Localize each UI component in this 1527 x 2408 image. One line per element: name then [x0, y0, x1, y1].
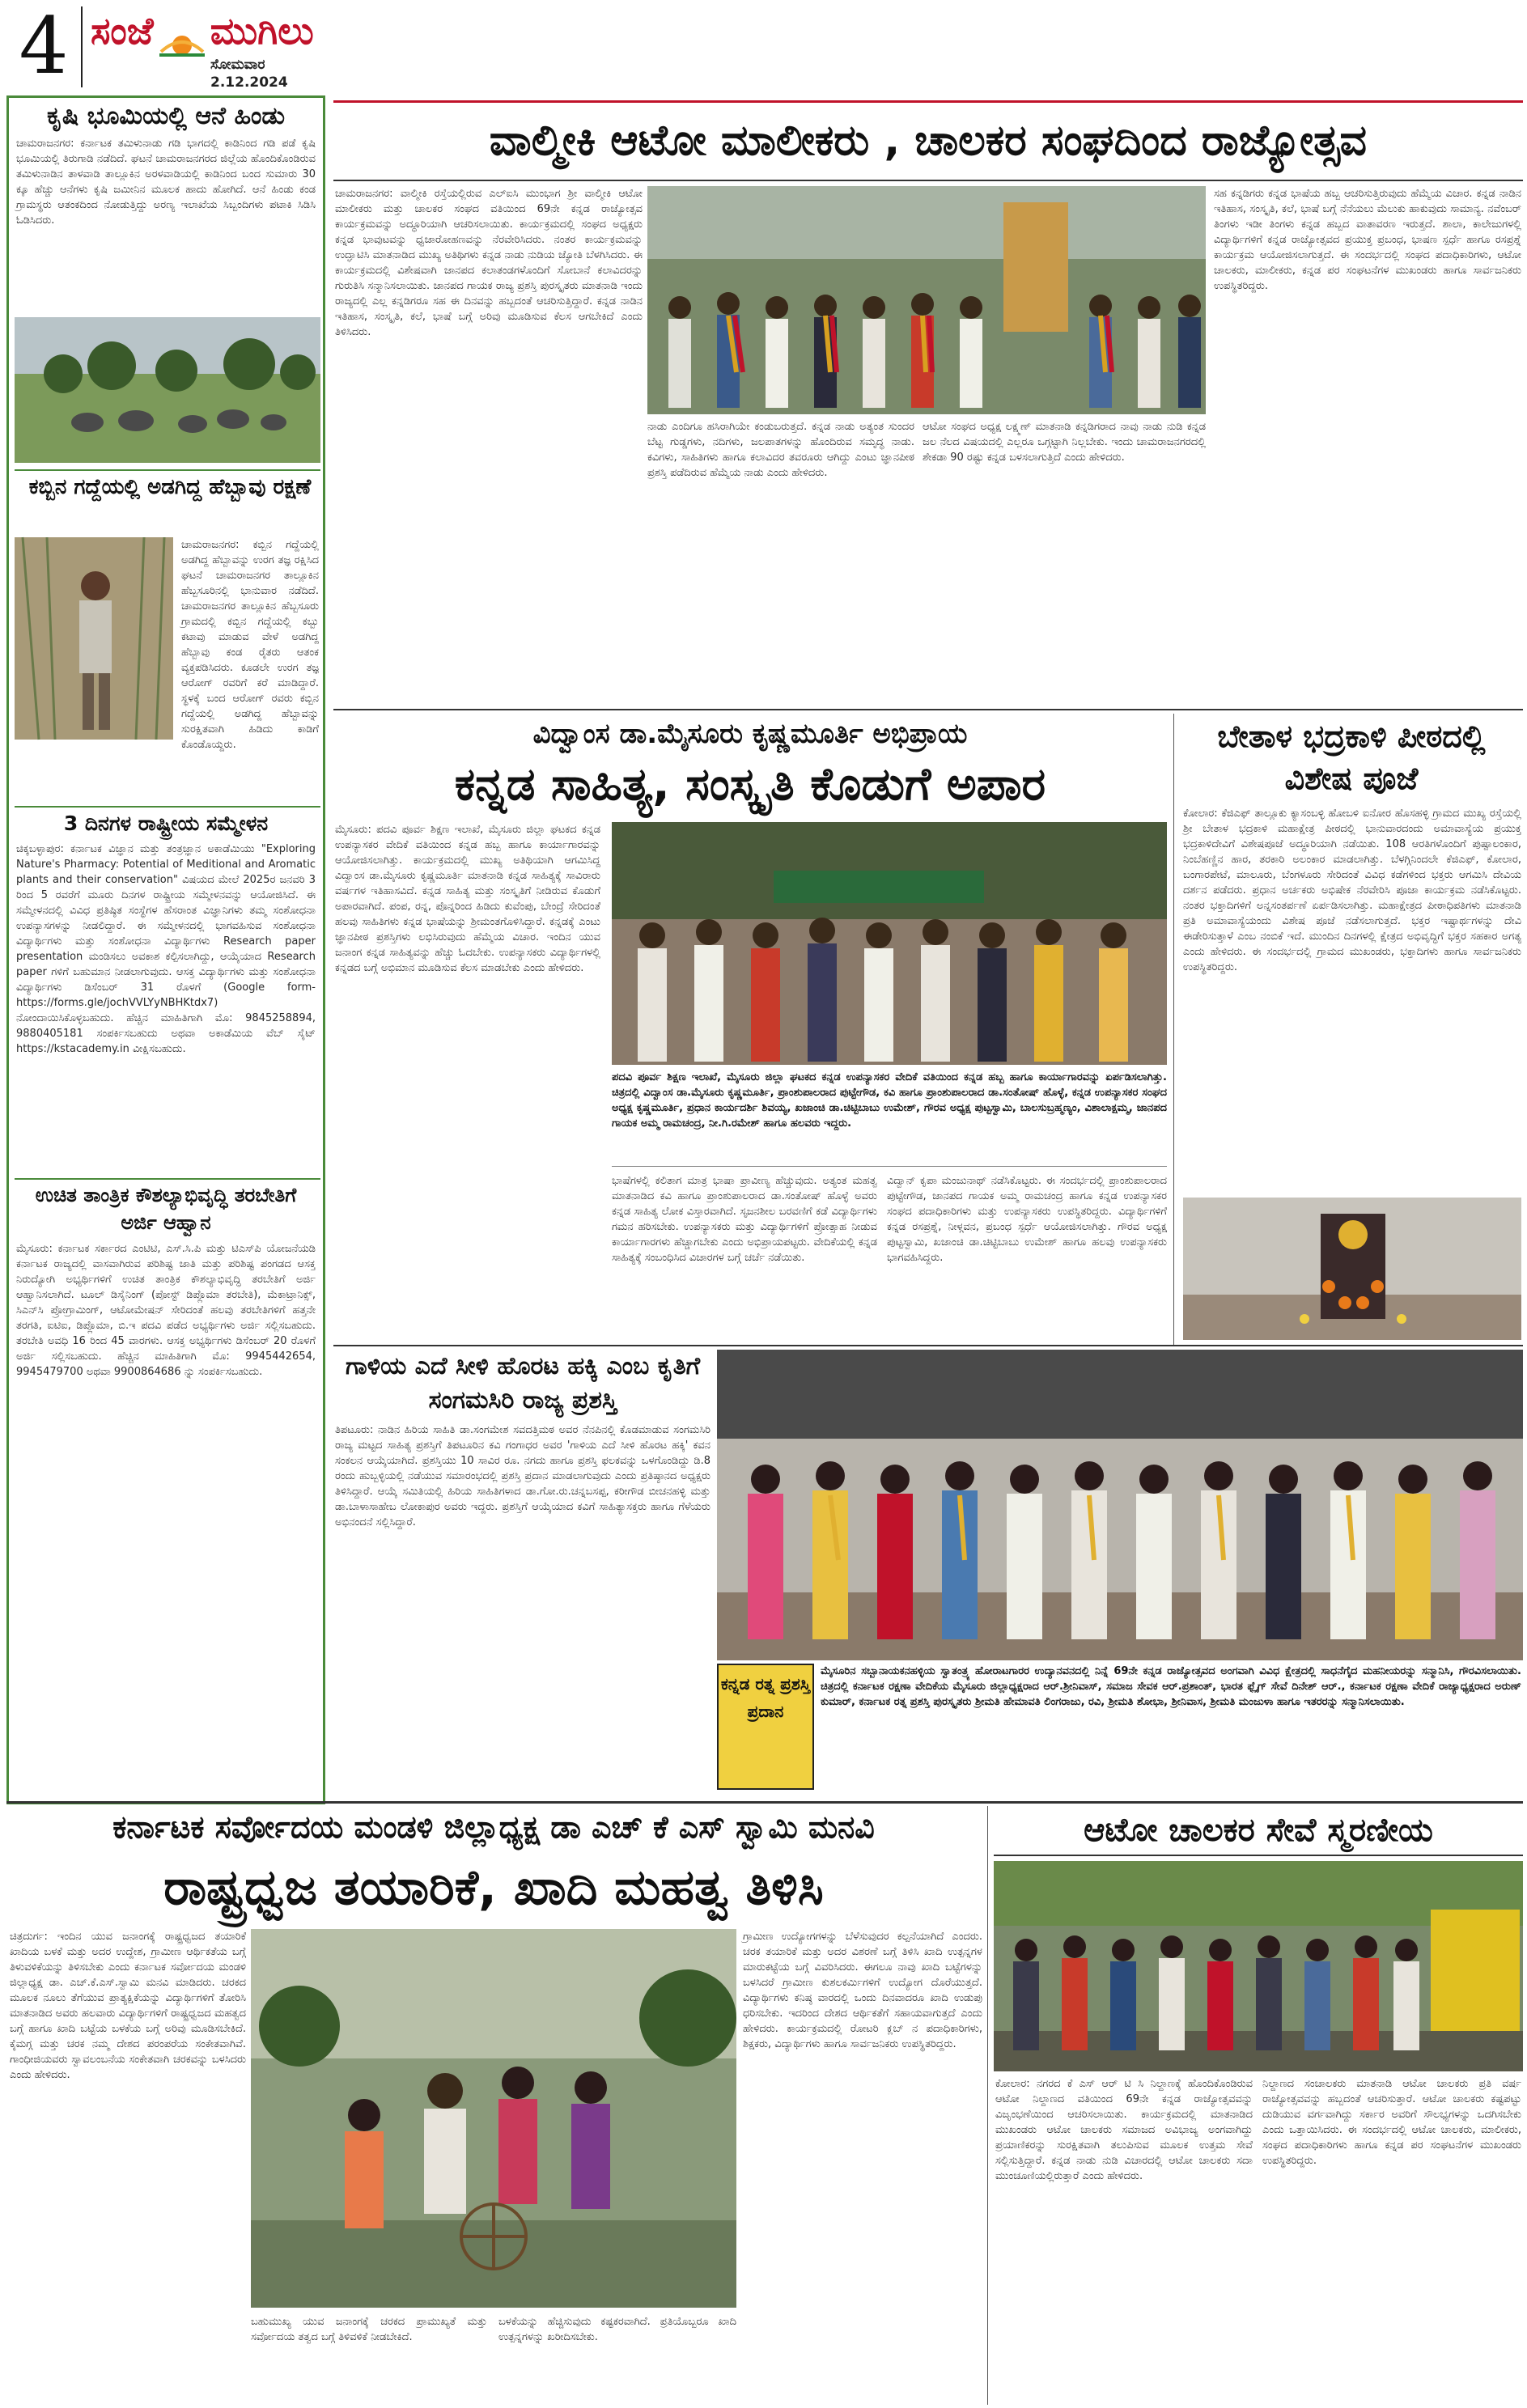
second-story-caption: ಪದವಿ ಪೂರ್ವ ಶಿಕ್ಷಣ ಇಲಾಖೆ, ಮೈಸೂರು ಜಿಲ್ಲಾ ಘಟಕದ ಕನ್ನಡ ಉಪನ್ಯಾಸಕರ ವೇದಿಕೆ ವತಿಯಿಂದ ಕನ್ನಡ ಹಬ್ಬ ಹಾಗೂ ಕಾರ್ಯಾಗಾರವನ್ನು ಏರ್ಪಡಿಸಲಾಗಿತ್ತು. ಚಿತ್ರದಲ್ಲಿ ವಿದ್ವಾಂಸ ಡಾ.ಮೈಸೂರು ಕೃಷ್ಣಮೂರ್ತಿ, ಪ್ರಾಂಶುಪಾಲರಾದ ಪುಟ್ಟೇಗೌಡ, ಕವಿ ಹಾಗೂ ಪ್ರಾಂಶುಪಾಲರಾದ ಡಾ.ಸಂತೋಷ್ ಹೊಳ್ಳೆ, ಕನ್ನಡ ಉಪನ್ಯಾಸಕರ ಸಂಘದ ಅಧ್ಯಕ್ಷ ಕೃಷ್ಣಮೂರ್ತಿ, ಪ್ರಧಾನ ಕಾರ್ಯದರ್ಶಿ ಶಿವಯ್ಯ, ಖಜಾಂಚಿ ಡಾ.ಚಿಟ್ಟಿಬಾಬು ಉಮೇಶ್, ಗೌರವ ಅಧ್ಯಕ್ಷ ಪುಟ್ಟಸ್ವಾಮಿ, ಬಾಲಸುಬ್ರಹ್ಮಣ್ಯಂ, ವಿಶಾಲಾಕ್ಷಮ್ಮ, ಜಾನಪದ ಗಾಯಕ ಅಮ್ಮ ರಾಮಚಂದ್ರ, ನೀ.ಗಿ.ರಮೇಶ್ ಹಾಗೂ ಹಲವರು ಇದ್ದರು. [612, 1070, 1167, 1167]
bottom-left-col1: ಚಿತ್ರದುರ್ಗ: ಇಂದಿನ ಯುವ ಜನಾಂಗಕ್ಕೆ ರಾಷ್ಟ್ರಧ್ವಜದ ತಯಾರಿಕೆ ಖಾದಿಯ ಬಳಕೆ ಮತ್ತು ಅದರ ಉದ್ದೇಶ, ಗ್ರಾಮೀಣ ಆರ್ಥಿಕತೆಯ ಬಗ್ಗೆ ತಿಳುವಳಿಕೆಯನ್ನು ತಿಳಿಸಬೇಕು ಎಂದು ಕರ್ನಾಟಕ ಸರ್ವೋದಯ ಮಂಡಳಿ ಜಿಲ್ಲಾಧ್ಯಕ್ಷ ಡಾ. ಎಚ್.ಕೆ.ಎಸ್.ಸ್ವಾಮಿ ಮನವಿ ಮಾಡಿದರು. ಚರಕದ ಮೂಲಕ ನೂಲು ತೆಗೆಯುವ ಪ್ರಾತ್ಯಕ್ಷಿಕೆಯನ್ನು ವಿದ್ಯಾರ್ಥಿಗಳಿಗೆ ತೋರಿಸಿ ಮಾತನಾಡಿದ ಅವರು ಹಲವಾರು ವಿದ್ಯಾರ್ಥಿಗಳಿಗೆ ರಾಷ್ಟ್ರಧ್ವಜದ ಮಹತ್ವದ ಬಗ್ಗೆ ಹಾಗೂ ಖಾದಿ ಬಟ್ಟೆಯ ಬಳಕೆಯ ಬಗ್ಗೆ ಅರಿವು ಮೂಡಿಸಬೇಕಿದೆ. ಕೈಮಗ್ಗ ಮತ್ತು ಚರಕ ನಮ್ಮ ದೇಶದ ಪರಂಪರೆಯ ಸಂಕೇತವಾಗಿವೆ. ಗಾಂಧೀಜಿಯವರು ಸ್ವಾವಲಂಬನೆಯ ಸಂಕೇತವಾಗಿ ಚರಕವನ್ನು ಬಳಸಿದರು ಎಂದು ಹೇಳಿದರು. [10, 1931, 246, 2081]
third-story-body: ತಿಪಟೂರು: ನಾಡಿನ ಹಿರಿಯ ಸಾಹಿತಿ ಡಾ.ಸಂಗಮೇಶ ಸವದತ್ತಿಮಠ ಅವರ ನೆನಪಿನಲ್ಲಿ ಕೊಡಮಾಡುವ ಸಂಗಮಸಿರಿ ರಾಜ್ಯ ಮಟ್ಟದ ಸಾಹಿತ್ಯ ಪ್ರಶಸ್ತಿಗೆ ತಿಪಟೂರಿನ ಕವಿ ಗಂಗಾಧರ ಅವರ 'ಗಾಳಿಯ ಎದೆ ಸೀಳಿ ಹೊರಟ ಹಕ್ಕಿ' ಕವನ ಸಂಕಲನ ಆಯ್ಕೆಯಾಗಿದೆ. ಪ್ರಶಸ್ತಿಯು 10 ಸಾವಿರ ರೂ. ನಗದು ಹಾಗೂ ಪ್ರಶಸ್ತಿ ಫಲಕವನ್ನು ಒಳಗೊಂಡಿದ್ದು ಡಿ.8 ರಂದು ಹುಬ್ಬಳ್ಳಿಯಲ್ಲಿ ನಡೆಯುವ ಸಮಾರಂಭದಲ್ಲಿ ಪ್ರಶಸ್ತಿ ಪ್ರದಾನ ಮಾಡಲಾಗುವುದು ಎಂದು ಪ್ರತಿಷ್ಠಾನದ ಅಧ್ಯಕ್ಷರು ತಿಳಿಸಿದ್ದಾರೆ. ಆಯ್ಕೆ ಸಮಿತಿಯಲ್ಲಿ ಹಿರಿಯ ಸಾಹಿತಿಗಳಾದ ಡಾ.ಗೋ.ರು.ಚನ್ನಬಸಪ್ಪ, ಕರೀಗೌಡ ಬೀಚನಹಳ್ಳಿ ಮತ್ತು ಡಾ.ಬಾಳಾಸಾಹೇಬ ಲೋಕಾಪುರ ಅವರು ಇದ್ದರು. ಪ್ರಶಸ್ತಿಗೆ ಆಯ್ಕೆಯಾದ ಕವಿಗೆ ಸಾಹಿತ್ಯಾಸಕ್ತರು ಹಾಗೂ ಗೆಳೆಯರು ಅಭಿನಂದನೆ ಸಲ್ಲಿಸಿದ್ದಾರೆ. [335, 1424, 710, 1528]
left-story1-headline: ಕೃಷಿ ಭೂಮಿಯಲ್ಲಿ ಆನೆ ಹಿಂಡು [46, 102, 285, 130]
award-label: ಕನ್ನಡ ರತ್ನ ಪ್ರಶಸ್ತಿ ಪ್ರದಾನ [720, 1674, 811, 1721]
page-number: 4 [19, 1, 69, 91]
left-story2-body-cont [16, 743, 316, 795]
left-story2-headline: ಕಬ್ಬಿನ ಗದ್ದೆಯಲ್ಲಿ ಅಡಗಿದ್ದ ಹೆಬ್ಬಾವು ರಕ್ಷಣೆ [28, 475, 312, 499]
right-story-headline: ಬೇತಾಳ ಭದ್ರಕಾಳಿ ಪೀಠದಲ್ಲಿ ವಿಶೇಷ ಪೂಜೆ [1217, 719, 1486, 796]
sun-logo-icon [158, 24, 206, 57]
left-story3-headline: 3 ದಿನಗಳ ರಾಷ್ಟ್ರೀಯ ಸಮ್ಮೇಳನ [63, 812, 269, 835]
award-ceremony-photo [717, 1350, 1523, 1660]
auto-drivers-photo [994, 1861, 1523, 2071]
top-story-col2a: ನಾಡು ಎಂದಿಗೂ ಹಸಿರಾಗಿಯೇ ಕಂಡುಬರುತ್ತದೆ. ಕನ್ನಡ ನಾಡು ಅತ್ಯಂತ ಸುಂದರ ಬೆಟ್ಟ ಗುಡ್ಡಗಳು, ನದಿಗಳು, ಜಲಪಾತಗಳನ್ನು ಹೊಂದಿರುವ ಸಮೃದ್ಧ ನಾಡು. ಕವಿಗಳು, ಸಾಹಿತಿಗಳು ಹಾಗೂ ಕಲಾವಿದರ ತವರೂರು ಆಗಿದ್ದು ಎಂಟು ಜ್ಞಾನಪೀಠ ಪ್ರಶಸ್ತಿ ಪಡೆದಿರುವ ಹೆಮ್ಮೆಯ ನಾಡು ಎಂದು ಹೇಳಿದರು. [647, 421, 914, 479]
bottom-right-vrule [987, 1806, 988, 2405]
bottom-left-col2: ಗ್ರಾಮೀಣ ಉದ್ಯೋಗಗಳನ್ನು ಬೆಳೆಸುವುದರ ಕಲ್ಪನೆಯಾಗಿದೆ ಎಂದರು. ಚರಕ ತಯಾರಿಕೆ ಮತ್ತು ಅದರ ವಿಶರಣೆ ಬಗ್ಗೆ ತಿಳಿಸಿ ಖಾದಿ ಉತ್ಪನ್ನಗಳ ಮಾರುಕಟ್ಟೆಯ ಬಗ್ಗೆ ವಿವರಿಸಿದರು. ಈಗಲೂ ನಾವು ಖಾದಿ ಬಟ್ಟೆಗಳನ್ನು ಬಳಸಿದರೆ ಗ್ರಾಮೀಣ ಕುಶಲಕರ್ಮಿಗಳಿಗೆ ಉದ್ಯೋಗ ದೊರೆಯುತ್ತದೆ. ವಿದ್ಯಾರ್ಥಿಗಳು ಕನಿಷ್ಠ ವಾರದಲ್ಲಿ ಒಂದು ದಿನವಾದರೂ ಖಾದಿ ಉಡುಪು ಧರಿಸಬೇಕು. ಇದರಿಂದ ದೇಶದ ಆರ್ಥಿಕತೆಗೆ ಸಹಾಯವಾಗುತ್ತದೆ ಎಂದು ಹೇಳಿದರು. ಕಾರ್ಯಕ್ರಮದಲ್ಲಿ ರೋಟರಿ ಕ್ಲಬ್ ನ ಪದಾಧಿಕಾರಿಗಳು, ಶಿಕ್ಷಕರು, ವಿದ್ಯಾರ್ಥಿಗಳು ಹಾಗೂ ಸಾರ್ವಜನಿಕರು ಉಪಸ್ಥಿತರಿದ್ದರು. [743, 1931, 982, 2050]
bottom-right-col1: ಕೋಲಾರ: ನಗರದ ಕೆ ಎಸ್ ಆರ್ ಟಿ ಸಿ ನಿಲ್ದಾಣಕ್ಕೆ ಹೊಂದಿಕೊಂಡಿರುವ ಆಟೋ ನಿಲ್ದಾಣದ ವತಿಯಿಂದ 69ನೇ ಕನ್ನಡ ರಾಜ್ಯೋತ್ಸವವನ್ನು ವಿಜೃಂಭಣೆಯಿಂದ ಆಚರಿಸಲಾಯಿತು. ಕಾರ್ಯಕ್ರಮದಲ್ಲಿ ಮಾತನಾಡಿದ ಮುಖಂಡರು ಆಟೋ ಚಾಲಕರು ಸಮಾಜದ ಅವಿಭಾಜ್ಯ ಅಂಗವಾಗಿದ್ದು ಪ್ರಯಾಣಿಕರನ್ನು ಸುರಕ್ಷಿತವಾಗಿ ತಲುಪಿಸುವ ಮೂಲಕ ಉತ್ತಮ ಸೇವೆ ಸಲ್ಲಿಸುತ್ತಿದ್ದಾರೆ. ಕನ್ನಡ ನಾಡು ನುಡಿ ವಿಚಾರದಲ್ಲಿ ಆಟೋ ಚಾಲಕರು ಸದಾ ಮುಂಚೂಣಿಯಲ್ಲಿರುತ್ತಾರೆ ಎಂದು ಹೇಳಿದರು. [995, 2078, 1253, 2182]
bottom-right-rule [994, 1855, 1523, 1856]
masthead-day: ಸೋಮವಾರ [210, 57, 265, 73]
award-caption: ಮೈಸೂರಿನ ಸಬ್ಬಾನಾಯಕನಹಳ್ಳಿಯ ಸ್ವಾತಂತ್ರ್ಯ ಹೋರಾಟಗಾರರ ಉದ್ಯಾನವನದಲ್ಲಿ ನಿನ್ನೆ 69ನೇ ಕನ್ನಡ ರಾಜ್ಯೋತ್ಸವದ ಅಂಗವಾಗಿ ವಿವಿಧ ಕ್ಷೇತ್ರದಲ್ಲಿ ಸಾಧನೆಗೈದ ಮಹನೀಯರನ್ನು ಸನ್ಮಾನಿಸಿ, ಗೌರವಿಸಲಾಯಿತು. ಚಿತ್ರದಲ್ಲಿ ಕರ್ನಾಟಕ ರಕ್ಷಣಾ ವೇದಿಕೆಯ ಮೈಸೂರು ಜಿಲ್ಲಾಧ್ಯಕ್ಷರಾದ ಆರ್.ಶ್ರೀನಿವಾಸ್, ಸಮಾಜ ಸೇವಕ ಆರ್.ಪ್ರಶಾಂತ್, ಭಾರತ ಫ್ಲೈಗ್ ಸೇವೆ ದಿನೇಶ್ ಆರ್., ಕರ್ನಾಟಕ ರಕ್ಷಣಾ ವೇದಿಕೆ ರಾಜ್ಯಾಧ್ಯಕ್ಷರಾದ ಅರುಣ್ ಕುಮಾರ್, ಕರ್ನಾಟಕ ರತ್ನ ಪ್ರಶಸ್ತಿ ಪುರಸ್ಕೃತರು ಶ್ರೀಮತಿ ಹೇಮಾವತಿ ಲಿಂಗರಾಜು, ರವಿ, ಶ್ರೀಮತಿ ಶೋಭಾ, ಶ್ರೀನಿವಾಸ, ಶ್ರೀಮತಿ ಮಂಜುಳಾ ಹಾಗೂ ಇತರರನ್ನು ಸನ್ಮಾನಿಸಲಾಯಿತು. [821, 1665, 1521, 1708]
bottom-left-kicker: ಕರ್ನಾಟಕ ಸರ್ವೋದಯ ಮಂಡಳಿ ಜಿಲ್ಲಾಧ್ಯಕ್ಷ ಡಾ ಎಚ್ ಕೆ ಎಸ್ ಸ್ವಾಮಿ ಮನವಿ [112, 1809, 875, 1845]
top-story-headline-rule-bottom [333, 180, 1523, 181]
bottom-left-under-photo-a: ಬಹುಮುಖ್ಯ ಯುವ ಜನಾಂಗಕ್ಕೆ ಚರಕದ ಪ್ರಾಮುಖ್ಯತೆ ಮತ್ತು ಸರ್ವೋದಯ ತತ್ವದ ಬಗ್ಗೆ ತಿಳಿವಳಿಕೆ ನೀಡಬೇಕಿದೆ. [251, 2316, 487, 2343]
right-story-body: ಕೋಲಾರ: ಕೆಜಿಎಫ್ ತಾಲ್ಲೂಕು ಕ್ಯಾಸಂಬಳ್ಳಿ ಹೋಬಳಿ ಐನೋರ ಹೊಸಹಳ್ಳಿ ಗ್ರಾಮದ ಮುಖ್ಯ ರಸ್ತೆಯಲ್ಲಿ ಶ್ರೀ ಬೇತಾಳ ಭದ್ರಕಾಳಿ ಮಹಾಕ್ಷೇತ್ರ ಪೀಠದಲ್ಲಿ ಭಾನುವಾರದಂದು ಅಮಾವಾಸ್ಯೆಯ ಪ್ರಯುಕ್ತ ಭದ್ರಕಾಳಿದೇವಿಗೆ ವಿಶೇಷಪೂಜೆ ಅದ್ಧೂರಿಯಾಗಿ ನಡೆಯಿತು. 108 ಆರತಿಗಳೊಂದಿಗೆ ಪುಷ್ಪಾಲಂಕಾರ, ನಿಂಬೆಹಣ್ಣಿನ ಹಾರ, ತರಕಾರಿ ಅಲಂಕಾರ ಮಾಡಲಾಗಿತ್ತು. ಬೆಳಗ್ಗಿನಿಂದಲೇ ಕೆಜಿಎಫ್, ಕೋಲಾರ, ಬಂಗಾರಪೇಟೆ, ಮಾಲೂರು, ಬೆಂಗಳೂರು ಸೇರಿದಂತೆ ವಿವಿಧ ಕಡೆಗಳಿಂದ ಭಕ್ತರು ಆಗಮಿಸಿ ದೇವಿಯ ದರ್ಶನ ಪಡೆದರು. ಪ್ರಧಾನ ಅರ್ಚಕರು ಅಭಿಷೇಕ ನೆರವೇರಿಸಿ ಪೂಜಾ ಕಾರ್ಯಕ್ರಮ ನಡೆಸಿಕೊಟ್ಟರು. ನಂತರ ಭಕ್ತಾದಿಗಳಿಗೆ ಅನ್ನಸಂತರ್ಪಣೆ ಏರ್ಪಡಿಸಲಾಗಿತ್ತು. ಮಹಾಕ್ಷೇತ್ರದ ಪೀಠಾಧಿಪತಿಗಳು ಮಾತನಾಡಿ ಪ್ರತಿ ಅಮಾವಾಸ್ಯೆಯಂದು ವಿಶೇಷ ಪೂಜೆ ನಡೆಸಲಾಗುತ್ತದೆ. ಭಕ್ತರ ಇಷ್ಟಾರ್ಥಗಳನ್ನು ದೇವಿ ಈಡೇರಿಸುತ್ತಾಳೆ ಎಂಬ ನಂಬಿಕೆ ಇದೆ. ಮುಂದಿನ ದಿನಗಳಲ್ಲಿ ಕ್ಷೇತ್ರದ ಅಭಿವೃದ್ಧಿಗೆ ಭಕ್ತರ ಸಹಕಾರ ಅಗತ್ಯ ಎಂದು ಹೇಳಿದರು. ಈ ಸಂದರ್ಭದಲ್ಲಿ ಗ್ರಾಮದ ಮುಖಂಡರು, ಭಕ್ತಾದಿಗಳು ಹಾಗೂ ಸಾರ್ವಜನಿಕರು ಉಪಸ್ಥಿತರಿದ್ದರು. [1183, 808, 1521, 973]
top-story-bottom-rule [333, 709, 1523, 710]
elephant-herd-photo [15, 317, 320, 463]
left-story4-body: ಮೈಸೂರು: ಕರ್ನಾಟಕ ಸರ್ಕಾರದ ಎಂಟಿಟಿ, ಎಸ್.ಸಿ.ಪಿ ಮತ್ತು ಟಿಎಸ್‌ಪಿ ಯೋಜನೆಯಡಿ ಕರ್ನಾಟಕ ರಾಜ್ಯದಲ್ಲಿ ವಾಸವಾಗಿರುವ ಪರಿಶಿಷ್ಟ ಜಾತಿ ಮತ್ತು ಪರಿಶಿಷ್ಟ ಪಂಗಡದ ಆಸಕ್ತ ನಿರುದ್ಯೋಗಿ ಅಭ್ಯರ್ಥಿಗಳಿಗೆ ಉಚಿತ ತಾಂತ್ರಿಕ ಕೌಶಲ್ಯಾಭಿವೃದ್ಧಿ ತರಬೇತಿಗೆ ಅರ್ಜಿ ಆಹ್ವಾನಿಸಲಾಗಿದೆ. ಟೂಲ್ ಡಿಸೈನಿಂಗ್ (ಪೋಸ್ಟ್ ಡಿಪ್ಲೊಮಾ ತರಬೇತಿ), ಮೆಕಾಟ್ರಾನಿಕ್ಸ್, ಸಿಎನ್‌ಸಿ ಪ್ರೋಗ್ರಾಮಿಂಗ್, ಆಟೋಮೇಷನ್ ಸೇರಿದಂತೆ ಹಲವು ತರಬೇತಿಗಳಿಗೆ ಹತ್ತನೇ ತರಗತಿ, ಐಟಿಐ, ಡಿಪ್ಲೊಮಾ, ಬಿ.ಇ ಪದವಿ ಪಡೆದ ಅಭ್ಯರ್ಥಿಗಳು ಅರ್ಜಿ ಸಲ್ಲಿಸಬಹುದು. ತರಬೇತಿ ಅವಧಿ 16 ರಿಂದ 45 ವಾರಗಳು. ಆಸಕ್ತ ಅಭ್ಯರ್ಥಿಗಳು ಡಿಸೆಂಬರ್ 20 ರೊಳಗೆ ಅರ್ಜಿ ಸಲ್ಲಿಸಬಹುದು. ಹೆಚ್ಚಿನ ಮಾಹಿತಿಗಾಗಿ ಮೊ: 9945442654, 9945479700 ಅಥವಾ 9900864686 ನ್ನು ಸಂಪರ್ಕಿಸಬಹುದು. [16, 1243, 316, 1378]
bottom-right-headline: ಆಟೋ ಚಾಲಕರ ಸೇವೆ ಸ್ಮರಣೀಯ [1084, 1812, 1433, 1849]
paper-logo [91, 5, 350, 57]
bottom-right-col2: ನಿಲ್ದಾಣದ ಸಂಚಾಲಕರು ಮಾತನಾಡಿ ಆಟೋ ಚಾಲಕರು ಪ್ರತಿ ವರ್ಷ ರಾಜ್ಯೋತ್ಸವವನ್ನು ಹಬ್ಬದಂತೆ ಆಚರಿಸುತ್ತಾರೆ. ಆಟೋ ಚಾಲಕರು ಕಷ್ಟಪಟ್ಟು ದುಡಿಯುವ ವರ್ಗವಾಗಿದ್ದು ಸರ್ಕಾರ ಅವರಿಗೆ ಸೌಲಭ್ಯಗಳನ್ನು ಒದಗಿಸಬೇಕು ಎಂದು ಒತ್ತಾಯಿಸಿದರು. ಈ ಸಂದರ್ಭದಲ್ಲಿ ಆಟೋ ಚಾಲಕರು, ಮಾಲೀಕರು, ಸಂಘದ ಪದಾಧಿಕಾರಿಗಳು ಹಾಗೂ ಕನ್ನಡ ಪರ ಸಂಘಟನೆಗಳ ಮುಖಂಡರು ಉಪಸ್ಥಿತರಿದ್ದರು. [1262, 2078, 1521, 2167]
top-story-col2b: ಆಟೋ ಸಂಘದ ಅಧ್ಯಕ್ಷ ಲಕ್ಷ್ಮಣ್ ಮಾತನಾಡಿ ಕನ್ನಡಿಗರಾದ ನಾವು ನಾಡು ನುಡಿ ಕನ್ನಡ ಜಲ ನೆಲದ ವಿಷಯದಲ್ಲಿ ಎಲ್ಲರೂ ಒಗ್ಗಟ್ಟಾಗಿ ನಿಲ್ಲಬೇಕು. ಇಂದು ಚಾಮರಾಜನಗರದಲ್ಲಿ ಶೇಕಡಾ 90 ರಷ್ಟು ಕನ್ನಡ ಬಳಸಲಾಗುತ್ತಿದೆ ಎಂದು ಹೇಳಿದರು. [923, 421, 1206, 464]
second-story-headline: ಕನ್ನಡ ಸಾಹಿತ್ಯ, ಸಂಸ್ಕೃತಿ ಕೊಡುಗೆ ಅಪಾರ [454, 758, 1046, 811]
left-story3-body: ಚಿಕ್ಕಬಳ್ಳಾಪುರ: ಕರ್ನಾಟಕ ವಿಜ್ಞಾನ ಮತ್ತು ತಂತ್ರಜ್ಞಾನ ಅಕಾಡೆಮಿಯು "Exploring Nature's Pharmacy: Potential of Meditional and Aromatic plants and their conservation" ವಿಷಯದ ಮೇಲೆ 2025ರ ಜನವರಿ 3 ರಿಂದ 5 ರವರೆಗೆ ಮೂರು ದಿನಗಳ ರಾಷ್ಟ್ರೀಯ ಸಮ್ಮೇಳನವನ್ನು ಆಯೋಜಿಸಿದೆ. ಈ ಸಮ್ಮೇಳನದಲ್ಲಿ ವಿವಿಧ ಪ್ರತಿಷ್ಠಿತ ಸಂಸ್ಥೆಗಳ ಹೆಸರಾಂತ ವಿಜ್ಞಾನಿಗಳು ತಮ್ಮ ಸಂಶೋಧನಾ ಉಪನ್ಯಾಸಗಳನ್ನು ನೀಡಲಿದ್ದಾರೆ. ಈ ಸಮ್ಮೇಳನದಲ್ಲಿ ಭಾಗವಹಿಸುವ ಸಂಶೋಧನಾ ವಿದ್ಯಾರ್ಥಿಗಳು ಮತ್ತು ಸಂಶೋಧನಾ ವಿದ್ಯಾರ್ಥಿಗಳು Research paper presentation ಮಂಡಿಸಲು ಅವಕಾಶ ಕಲ್ಪಿಸಲಾಗಿದ್ದು, ಆಯ್ಕೆಯಾದ Research paper ಗಳಿಗೆ ಬಹುಮಾನ ನೀಡಲಾಗುವುದು. ಆಸಕ್ತ ವಿದ್ಯಾರ್ಥಿಗಳು ಮತ್ತು ಸಂಶೋಧನಾ ವಿದ್ಯಾರ್ಥಿಗಳು ಡಿಸೆಂಬರ್ 31 ರೊಳಗೆ (Google form-https://forms.gle/jochVVLYyNBHKtdx7) ನೋಂದಾಯಿಸಿಕೊಳ್ಳಬಹುದು. ಹೆಚ್ಚಿನ ಮಾಹಿತಿಗಾಗಿ ಮೊ: 9845258894, 9880405181 ಸಂಪರ್ಕಿಸಬಹುದು ಅಥವಾ ಅಕಾಡೆಮಿಯ ವೆಬ್ ಸೈಟ್ https://kstacademy.in ವೀಕ್ಷಿಸಬಹುದು. [16, 843, 316, 1055]
top-story-headline: ವಾಲ್ಮೀಕಿ ಆಟೋ ಮಾಲೀಕರು , ಚಾಲಕರ ಸಂಘದಿಂದ ರಾಜ್ಯೋತ್ಸವ [489, 117, 1368, 165]
top-story-photo [647, 186, 1206, 414]
masthead-divider [81, 6, 83, 87]
third-story-bottom-rule [6, 1801, 1523, 1804]
second-story-photo [612, 822, 1167, 1065]
bottom-left-headline: ರಾಷ್ಟ್ರಧ್ವಜ ತಯಾರಿಕೆ, ಖಾದಿ ಮಹತ್ವ ತಿಳಿಸಿ [163, 1859, 824, 1916]
second-story-col2: ಭಾಷೆಗಳಲ್ಲಿ ಕಲಿತಾಗ ಮಾತ್ರ ಭಾಷಾ ಪ್ರಾವೀಣ್ಯ ಹೆಚ್ಚುವುದು. ಅತ್ಯಂತ ಮಹತ್ವ ಮಾತನಾಡಿದ ಕವಿ ಹಾಗೂ ಪ್ರಾಂಶುಪಾಲರಾದ ಡಾ.ಸಂತೋಷ್ ಹೊಳ್ಳೆ ಅವರು ಕನ್ನಡ ಸಾಹಿತ್ಯ ಲೋಕ ವಿಸ್ತಾರವಾಗಿದೆ. ಸೃಜನಶೀಲ ಬರವಣಿಗೆ ಕಡೆ ವಿದ್ಯಾರ್ಥಿಗಳು ಗಮನ ಹರಿಸಬೇಕು. ಉಪನ್ಯಾಸಕರು ಮತ್ತು ವಿದ್ಯಾರ್ಥಿಗಳಿಗೆ ಪ್ರೋತ್ಸಾಹ ನೀಡುವ ಕಾರ್ಯಾಗಾರಗಳು ಹೆಚ್ಚಾಗಬೇಕು ಎಂದು ಅಭಿಪ್ರಾಯಪಟ್ಟರು. ವೇದಿಕೆಯಲ್ಲಿ ಕನ್ನಡ ಸಾಹಿತ್ಯಕ್ಕೆ ಸಂಬಂಧಿಸಿದ ವಿಚಾರಗಳ ಬಗ್ಗೆ ಚರ್ಚೆ ನಡೆಯಿತು. [612, 1175, 877, 1264]
top-story-col3: ಸಹ ಕನ್ನಡಿಗರು ಕನ್ನಡ ಭಾಷೆಯ ಹಬ್ಬ ಆಚರಿಸುತ್ತಿರುವುದು ಹೆಮ್ಮೆಯ ವಿಚಾರ. ಕನ್ನಡ ನಾಡಿನ ಇತಿಹಾಸ, ಸಂಸ್ಕೃತಿ, ಕಲೆ, ಭಾಷೆ ಬಗ್ಗೆ ನೆನೆಯಲು ಮೆಲುಕು ಹಾಕುವುದು ಸಾಮಾನ್ಯ. ನವೆಂಬರ್ ತಿಂಗಳು ಇಡೀ ತಿಂಗಳು ಕನ್ನಡ ಹಬ್ಬದ ವಾತಾವರಣ ಇರುತ್ತದೆ. ಶಾಲಾ, ಕಾಲೇಜುಗಳಲ್ಲಿ ವಿದ್ಯಾರ್ಥಿಗಳಿಗೆ ಕನ್ನಡ ರಾಜ್ಯೋತ್ಸವದ ಪ್ರಯುಕ್ತ ಪ್ರಬಂಧ, ಭಾಷಣ ಸ್ಪರ್ಧೆ ಹಾಗೂ ರಸಪ್ರಶ್ನೆ ಕಾರ್ಯಕ್ರಮ ಆಯೋಜಿಸಲಾಗುತ್ತದೆ. ಈ ಸಂದರ್ಭದಲ್ಲಿ ಸಂಘದ ಪದಾಧಿಕಾರಿಗಳು, ಆಟೋ ಚಾಲಕರು, ಮಾಲೀಕರು, ಕನ್ನಡ ಪರ ಸಂಘಟನೆಗಳ ಮುಖಂಡರು ಹಾಗೂ ಸಾರ್ವಜನಿಕರು ಉಪಸ್ಥಿತರಿದ್ದರು. [1214, 188, 1521, 292]
left-divider-2 [15, 806, 320, 808]
second-story-col1: ಮೈಸೂರು: ಪದವಿ ಪೂರ್ವ ಶಿಕ್ಷಣ ಇಲಾಖೆ, ಮೈಸೂರು ಜಿಲ್ಲಾ ಘಟಕದ ಕನ್ನಡ ಉಪನ್ಯಾಸಕರ ವೇದಿಕೆ ವತಿಯಿಂದ ಕನ್ನಡ ಹಬ್ಬ ಹಾಗೂ ಕಾರ್ಯಾಗಾರವನ್ನು ಆಯೋಜಿಸಲಾಗಿತ್ತು. ಕಾರ್ಯಕ್ರಮದಲ್ಲಿ ಮುಖ್ಯ ಅತಿಥಿಯಾಗಿ ಆಗಮಿಸಿದ್ದ ವಿದ್ವಾಂಸ ಡಾ.ಮೈಸೂರು ಕೃಷ್ಣಮೂರ್ತಿ ಮಾತನಾಡಿ ಕನ್ನಡ ಸಾಹಿತ್ಯಕ್ಕೆ ಸಾವಿರಾರು ವರ್ಷಗಳ ಇತಿಹಾಸವಿದೆ. ಕನ್ನಡ ಸಾಹಿತ್ಯ ಮತ್ತು ಸಂಸ್ಕೃತಿಗೆ ನೀಡಿರುವ ಕೊಡುಗೆ ಅಪಾರವಾಗಿದೆ. ಪಂಪ, ರನ್ನ, ಪೊನ್ನರಿಂದ ಹಿಡಿದು ಕುವೆಂಪು, ಬೇಂದ್ರೆ ಸೇರಿದಂತೆ ಹಲವು ಸಾಹಿತಿಗಳು ಕನ್ನಡ ಭಾಷೆಯನ್ನು ಶ್ರೀಮಂತಗೊಳಿಸಿದ್ದಾರೆ. ಕನ್ನಡಕ್ಕೆ ಎಂಟು ಜ್ಞಾನಪೀಠ ಪ್ರಶಸ್ತಿಗಳು ಲಭಿಸಿರುವುದು ಹೆಮ್ಮೆಯ ವಿಚಾರ. ಇಂದಿನ ಯುವ ಜನಾಂಗ ಕನ್ನಡ ಸಾಹಿತ್ಯವನ್ನು ಹೆಚ್ಚು ಓದಬೇಕು. ಉಪನ್ಯಾಸಕರು ವಿದ್ಯಾರ್ಥಿಗಳಲ್ಲಿ ಕನ್ನಡದ ಬಗ್ಗೆ ಅಭಿಮಾನ ಮೂಡಿಸುವ ಕೆಲಸ ಮಾಡಬೇಕು ಎಂದು ಹೇಳಿದರು. [335, 824, 600, 974]
charaka-demo-photo [251, 1929, 736, 2308]
temple-deity-photo [1183, 1198, 1521, 1340]
second-story-col3: ವಿದ್ವಾನ್ ಕೃಪಾ ಮಂಜುನಾಥ್ ನಡೆಸಿಕೊಟ್ಟರು. ಈ ಸಂದರ್ಭದಲ್ಲಿ ಪ್ರಾಂಶುಪಾಲರಾದ ಪುಟ್ಟೇಗೌಡ, ಜಾನಪದ ಗಾಯಕ ಅಮ್ಮ ರಾಮಚಂದ್ರ ಹಾಗೂ ಕನ್ನಡ ಉಪನ್ಯಾಸಕರ ಸಂಘದ ಪದಾಧಿಕಾರಿಗಳು ಮತ್ತು ಉಪನ್ಯಾಸಕರು ಉಪಸ್ಥಿತರಿದ್ದರು. ವಿದ್ಯಾರ್ಥಿಗಳಿಗೆ ಕನ್ನಡ ರಸಪ್ರಶ್ನೆ, ನೀಳ್ಗವನ, ಪ್ರಬಂಧ ಸ್ಪರ್ಧೆ ಆಯೋಜಿಸಲಾಗಿತ್ತು. ಗೌರವ ಅಧ್ಯಕ್ಷ ಪುಟ್ಟಸ್ವಾಮಿ, ಖಜಾಂಚಿ ಡಾ.ಚಿಟ್ಟಿಬಾಬು ಉಮೇಶ್ ಹಾಗೂ ಹಲವು ಉಪನ್ಯಾಸಕರು ಭಾಗವಹಿಸಿದ್ದರು. [887, 1175, 1167, 1264]
second-story-bottom-rule [333, 1345, 1523, 1346]
left-story1-body: ಚಾಮರಾಜನಗರ: ಕರ್ನಾಟಕ ತಮಿಳುನಾಡು ಗಡಿ ಭಾಗದಲ್ಲಿ ಕಾಡಿನಿಂದ ಗಡಿ ಪಡೆ ಕೃಷಿ ಭೂಮಿಯಲ್ಲಿ ತಿರುಗಾಡಿ ನಡೆದಿದೆ. ಘಟನೆ ಚಾಮರಾಜನಗರದ ಜಿಲ್ಲೆಯ ಹೊಂದಿಕೊಂಡಿರುವ ತಮಿಳುನಾಡಿನ ತಾಳವಾಡಿ ತಾಲ್ಲೂಕಿನ ಅರಳವಾಡಿಯಲ್ಲಿ ಕಾಡಿನಿಂದ ಬಂದ ಸುಮಾರು 30 ಕ್ಕೂ ಹೆಚ್ಚು ಆನೆಗಳು ಕೃಷಿ ಜಮೀನಿನ ಮೂಲಕ ಹಾದು ಹೋಗಿದೆ. ಆನೆ ಹಿಂಡು ಕಂಡ ಗ್ರಾಮಸ್ಥರು ಆತಂಕದಿಂದ ನೋಡುತ್ತಿದ್ದು ಅರಣ್ಯ ಇಲಾಖೆಯ ಸಿಬ್ಬಂದಿಗಳು ಪಟಾಕಿ ಸಿಡಿಸಿ ಓಡಿಸಿದರು. [16, 138, 316, 227]
left-divider-3 [15, 1178, 320, 1180]
second-story-kicker: ವಿದ್ವಾಂಸ ಡಾ.ಮೈಸೂರು ಕೃಷ್ಣಮೂರ್ತಿ ಅಭಿಪ್ರಾಯ [532, 718, 968, 750]
right-story-vrule [1173, 714, 1174, 1345]
paper-name-part2: ಮುಗಿಲು [210, 9, 314, 53]
masthead [0, 0, 1527, 95]
left-divider-1 [15, 469, 320, 471]
masthead-date: 2.12.2024 [210, 74, 288, 91]
third-story-headline: ಗಾಳಿಯ ಎದೆ ಸೀಳಿ ಹೊರಟ ಹಕ್ಕಿ ಎಂಬ ಕೃತಿಗೆ ಸಂಗಮಸಿರಿ ರಾಜ್ಯ ಪ್ರಶಸ್ತಿ [345, 1352, 701, 1414]
bottom-left-under-photo-b: ಬಳಕೆಯನ್ನು ಹೆಚ್ಚಿಸುವುದು ಕಷ್ಟಕರವಾಗಿದೆ. ಪ್ರತಿಯೊಬ್ಬರೂ ಖಾದಿ ಉತ್ಪನ್ನಗಳನ್ನು ಖರೀದಿಸಬೇಕು. [498, 2316, 736, 2343]
left-story4-headline: ಉಚಿತ ತಾಂತ್ರಿಕ ಕೌಶಲ್ಯಾಭಿವೃದ್ಧಿ ತರಬೇತಿಗೆ ಅರ್ಜಿ ಆಹ್ವಾನ [35, 1184, 297, 1234]
left-story2-body: ಚಾಮರಾಜನಗರ: ಕಬ್ಬಿನ ಗದ್ದೆಯಲ್ಲಿ ಅಡಗಿದ್ದ ಹೆಬ್ಬಾವನ್ನು ಉರಗ ತಜ್ಞ ರಕ್ಷಿಸಿದ ಘಟನೆ ಚಾಮರಾಜನಗರ ತಾಲ್ಲೂಕಿನ ಹೆಬ್ಬಸೂರಿನಲ್ಲಿ ಭಾನುವಾರ ನಡೆದಿದೆ. ಚಾಮರಾಜನಗರ ತಾಲ್ಲೂಕಿನ ಹೆಬ್ಬಸೂರು ಗ್ರಾಮದಲ್ಲಿ ಕಬ್ಬಿನ ಗದ್ದೆಯಲ್ಲಿ ಕಬ್ಬು ಕಟಾವು ಮಾಡುವ ವೇಳೆ ಅಡಗಿದ್ದ ಹೆಬ್ಬಾವು ಕಂಡ ರೈತರು ಆತಂಕ ವ್ಯಕ್ತಪಡಿಸಿದರು. ಕೂಡಲೇ ಉರಗ ತಜ್ಞ ಆರೋಗ್ ರವರಿಗೆ ಕರೆ ಮಾಡಿದ್ದಾರೆ. ಸ್ಥಳಕ್ಕೆ ಬಂದ ಆರೋಗ್ ರವರು ಕಬ್ಬಿನ ಗದ್ದೆಯಲ್ಲಿ ಅಡಗಿದ್ದ ಹೆಬ್ಬಾವನ್ನು ಸುರಕ್ಷಿತವಾಗಿ ಹಿಡಿದು ಕಾಡಿಗೆ ಕೊಂಡೊಯ್ದರು. [181, 539, 319, 751]
top-story-headline-rule [333, 100, 1523, 103]
python-rescue-photo [15, 537, 173, 740]
paper-name-part1: ಸಂಜೆ [91, 9, 154, 53]
top-story-col1: ಚಾಮರಾಜನಗರ: ವಾಲ್ಮೀಕಿ ರಸ್ತೆಯಲ್ಲಿರುವ ಎಲ್‌ಐಸಿ ಮುಂಭಾಗ ಶ್ರೀ ವಾಲ್ಮೀಕಿ ಆಟೋ ಮಾಲೀಕರು ಮತ್ತು ಚಾಲಕರ ಸಂಘದ ವತಿಯಿಂದ 69ನೇ ಕನ್ನಡ ರಾಜ್ಯೋತ್ಸವ ಕಾರ್ಯಕ್ರಮವನ್ನು ಅದ್ಧೂರಿಯಾಗಿ ಆಚರಿಸಲಾಯಿತು. ಕಾರ್ಯಕ್ರಮದಲ್ಲಿ ಸಂಘದ ಅಧ್ಯಕ್ಷರು ಕನ್ನಡ ಭಾವುಟವನ್ನು ಧ್ವಜಾರೋಹಣವನ್ನು ನೆರವೇರಿಸಿದರು. ನಂತರ ಕಾರ್ಯಕ್ರಮವನ್ನು ಉದ್ಘಾಟಿಸಿ ಮಾತನಾಡಿದ ಮುಖ್ಯ ಅತಿಥಿಗಳು ಕನ್ನಡ ನಾಡು ನುಡಿಯ ಜ್ಯೋತಿ ಬೆಳಗಿಸಿದರು. ಈ ಕಾರ್ಯಕ್ರಮದಲ್ಲಿ ವಿಶೇಷವಾಗಿ ಜಾನಪದ ಕಲಾತಂಡಗಳೊಂದಿಗೆ ಸೋಬಾನೆ ಕಲಾವಿದರನ್ನು ಗುರುತಿಸಿ ಸನ್ಮಾನಿಸಲಾಯಿತು. ಜಾನಪದ ಗಾಯಕ ರಾಜ್ಯ ಪ್ರಶಸ್ತಿ ಪುರಸ್ಕೃತರು ಮಾತನಾಡಿ ಇಂದು ರಾಜ್ಯದಲ್ಲಿ ಎಲ್ಲ ಕನ್ನಡಿಗರೂ ಸಹ ಈ ದಿನವನ್ನು ಹಬ್ಬದಂತೆ ಆಚರಿಸುತ್ತಿದ್ದಾರೆ. ಕನ್ನಡ ನಾಡಿನ ಇತಿಹಾಸ, ಸಂಸ್ಕೃತಿ, ಕಲೆ, ಭಾಷೆ ಬಗ್ಗೆ ಅರಿವು ಮೂಡಿಸುವ ಕೆಲಸ ಆಗಬೇಕಿದೆ ಎಂದು ತಿಳಿಸಿದರು. [335, 188, 643, 338]
